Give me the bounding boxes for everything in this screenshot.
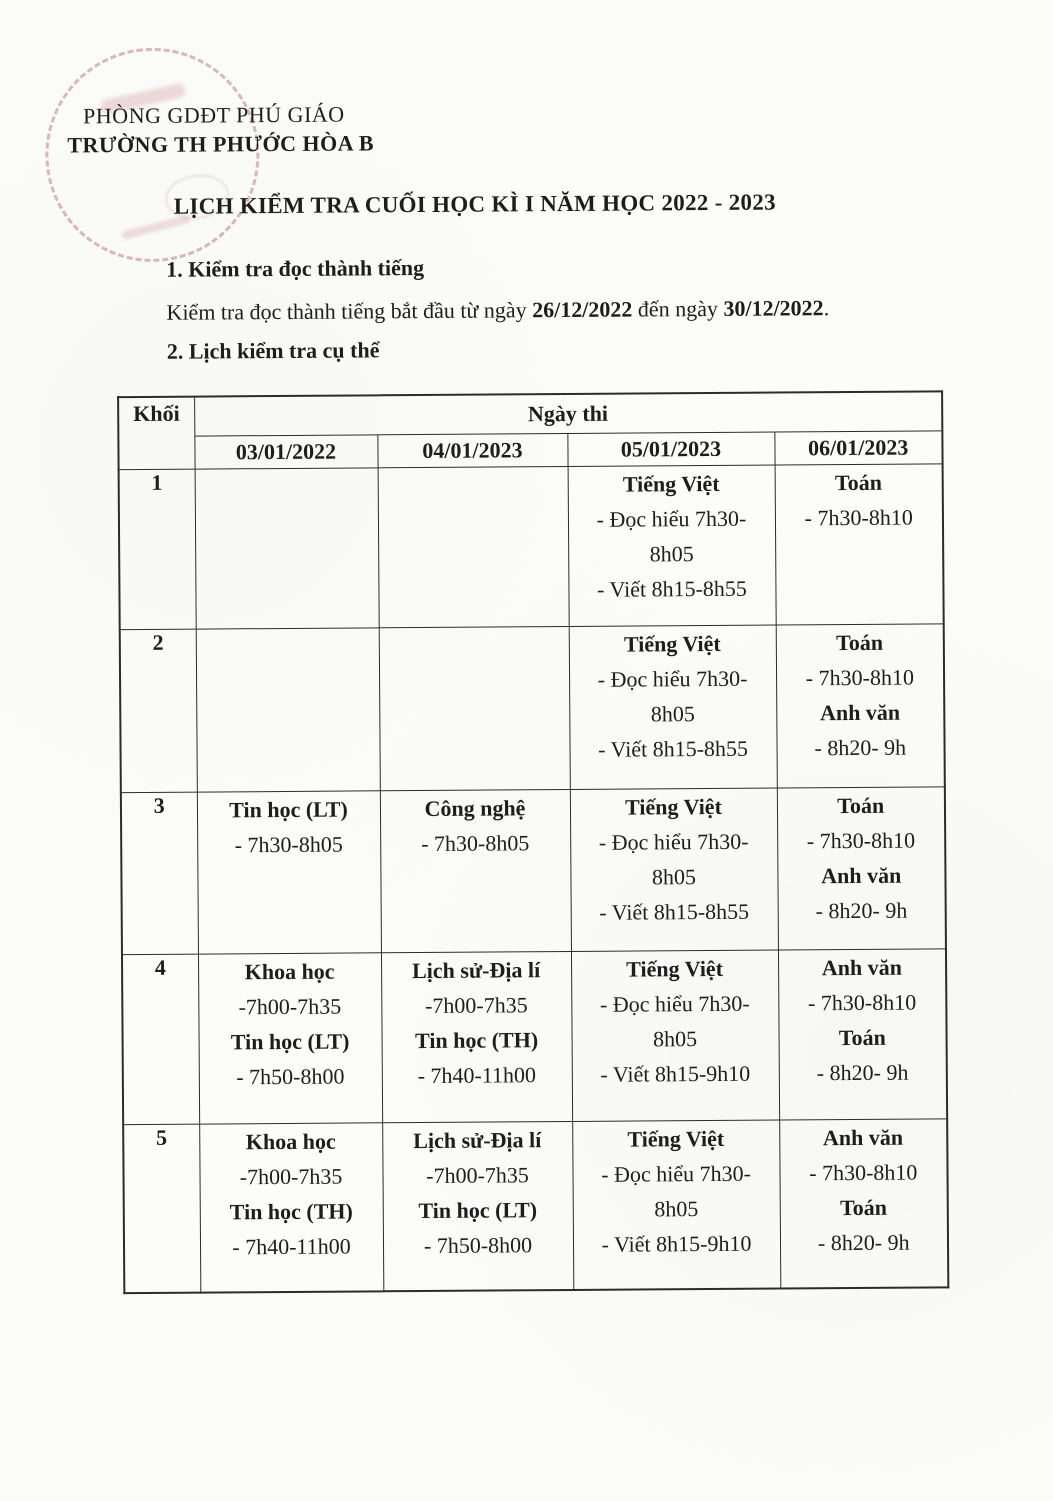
document-title: LỊCH KIỂM TRA CUỐI HỌC KÌ I NĂM HỌC 2022 - 2023: [173, 189, 776, 219]
subject-name: Tin học (TH): [229, 1198, 353, 1225]
schedule-cell: [572, 1120, 780, 1290]
time-range: - Đọc hiểu 7h30-: [601, 1160, 751, 1187]
grade-cell: 3: [121, 792, 198, 955]
time-range: - Đọc hiểu 7h30-: [598, 828, 749, 855]
schedule-cell: [378, 466, 569, 627]
subject-name: Toán: [839, 1194, 888, 1221]
subject-name: Tiếng Việt: [626, 955, 724, 982]
subject-name: Anh văn: [821, 954, 902, 981]
grade-cell: 1: [119, 469, 196, 630]
subject-name: Công nghệ: [424, 795, 526, 822]
table-row: [122, 949, 947, 1125]
time-range: - Đọc hiểu 7h30-: [596, 505, 747, 532]
schedule-cell: [779, 1119, 948, 1289]
time-range: 8h05: [650, 701, 695, 727]
reading-test-end-date: 30/12/2022: [723, 295, 824, 321]
schedule-cell: [197, 791, 381, 954]
time-range: 8h05: [652, 1026, 698, 1052]
subject-name: Tin học (LT): [229, 796, 348, 823]
time-range: -7h00-7h35: [424, 992, 528, 1019]
date-column-header: 05/01/2023: [567, 432, 774, 466]
subject-name: Toán: [834, 469, 882, 496]
org-school-line: TRƯỜNG TH PHƯỚC HÒA B: [67, 130, 375, 158]
date-column-header: 03/01/2022: [194, 435, 377, 469]
time-range: - 7h30-8h05: [421, 830, 530, 857]
section-1-body: [166, 295, 829, 326]
exam-schedule-table: [117, 390, 949, 1294]
reading-test-start-date: 26/12/2022: [532, 296, 633, 323]
table-row: [123, 1119, 948, 1293]
time-range: - 7h50-8h00: [236, 1063, 345, 1090]
time-range: - Viết 8h15-9h10: [600, 1060, 751, 1087]
schedule-cell: [570, 788, 778, 951]
exam-date-group-header: Ngày thi: [194, 391, 942, 436]
time-range: 8h05: [651, 864, 697, 890]
section-1-text-middle: đến ngày: [632, 295, 724, 322]
schedule-cell: [380, 789, 571, 952]
section-1-text-prefix: Kiểm tra đọc thành tiếng bắt đầu từ ngày: [166, 297, 533, 325]
time-range: - Đọc hiểu 7h30-: [597, 665, 748, 692]
time-range: - 7h40-11h00: [232, 1233, 351, 1260]
date-column-header: 06/01/2023: [774, 431, 942, 465]
org-department-line: PHÒNG GDĐT PHÚ GIÁO: [83, 101, 345, 129]
schedule-cell: [568, 465, 776, 626]
time-range: - 7h30-8h10: [809, 1159, 918, 1186]
schedule-cell: [776, 624, 945, 788]
subject-name: Tiếng Việt: [623, 630, 721, 657]
subject-name: Khoa học: [245, 1128, 336, 1155]
table-header-row-group: [118, 391, 942, 436]
time-range: -7h00-7h35: [239, 1163, 343, 1190]
schedule-cell: [196, 628, 380, 792]
section-1-heading: 1. Kiểm tra đọc thành tiếng: [166, 254, 425, 282]
subject-name: Anh văn: [821, 862, 902, 889]
subject-name: Anh văn: [822, 1124, 904, 1151]
schedule-cell: [381, 951, 572, 1122]
time-range: - 7h30-8h10: [807, 989, 917, 1016]
schedule-cell: [569, 625, 777, 789]
schedule-cell: [571, 950, 779, 1121]
schedule-cell: [382, 1121, 573, 1291]
subject-name: Tin học (LT): [230, 1028, 350, 1055]
time-range: - 8h20- 9h: [815, 897, 908, 924]
time-range: - Viết 8h15-8h55: [596, 575, 747, 602]
time-range: -7h00-7h35: [238, 993, 342, 1020]
time-range: - 7h30-8h05: [234, 831, 343, 858]
schedule-cell: [775, 464, 944, 625]
schedule-cell: [195, 468, 379, 629]
grade-cell: 5: [123, 1124, 200, 1293]
time-range: 8h05: [649, 541, 694, 567]
time-range: - 8h20- 9h: [816, 1059, 909, 1086]
table-row: [119, 464, 944, 630]
date-column-header: 04/01/2023: [377, 434, 567, 468]
subject-name: Tin học (TH): [414, 1027, 539, 1054]
schedule-cell: [198, 953, 382, 1124]
subject-name: Tiếng Việt: [624, 793, 722, 820]
schedule-cell: [777, 787, 946, 950]
time-range: - 8h20- 9h: [814, 734, 907, 761]
time-range: 8h05: [654, 1196, 699, 1222]
subject-name: Lịch sử-Địa lí: [411, 957, 541, 984]
section-1-text-suffix: .: [823, 295, 830, 321]
subject-name: Anh văn: [819, 699, 901, 726]
time-range: - Viết 8h15-9h10: [601, 1230, 752, 1257]
schedule-table-body: [119, 464, 949, 1293]
table-row: [121, 787, 946, 955]
time-range: -7h00-7h35: [426, 1162, 529, 1189]
grade-cell: 2: [120, 629, 197, 793]
grade-column-header: Khối: [118, 397, 195, 470]
time-range: - 8h20- 9h: [817, 1229, 910, 1256]
time-range: - 7h30-8h10: [805, 664, 914, 691]
grade-cell: 4: [122, 954, 199, 1125]
time-range: - 7h40-11h00: [417, 1062, 537, 1089]
time-range: - 7h50-8h00: [423, 1232, 533, 1259]
schedule-cell: [199, 1123, 383, 1293]
section-2-heading: 2. Lịch kiểm tra cụ thể: [166, 337, 380, 364]
time-range: - Viết 8h15-8h55: [599, 898, 750, 925]
table-row: [120, 624, 945, 793]
subject-name: Toán: [838, 1024, 886, 1051]
subject-name: Tiếng Việt: [622, 470, 720, 497]
subject-name: Lịch sử-Địa lí: [413, 1127, 542, 1154]
time-range: - Đọc hiểu 7h30-: [599, 990, 750, 1017]
time-range: - 7h30-8h10: [804, 504, 913, 531]
schedule-cell: [778, 949, 947, 1120]
subject-name: Toán: [836, 629, 884, 656]
schedule-cell: [379, 626, 570, 790]
subject-name: Tiếng Việt: [627, 1125, 725, 1152]
subject-name: Toán: [837, 792, 885, 819]
time-range: - 7h30-8h10: [806, 827, 916, 854]
subject-name: Khoa học: [244, 958, 335, 985]
time-range: - Viết 8h15-8h55: [598, 735, 749, 762]
subject-name: Tin học (LT): [418, 1197, 538, 1224]
